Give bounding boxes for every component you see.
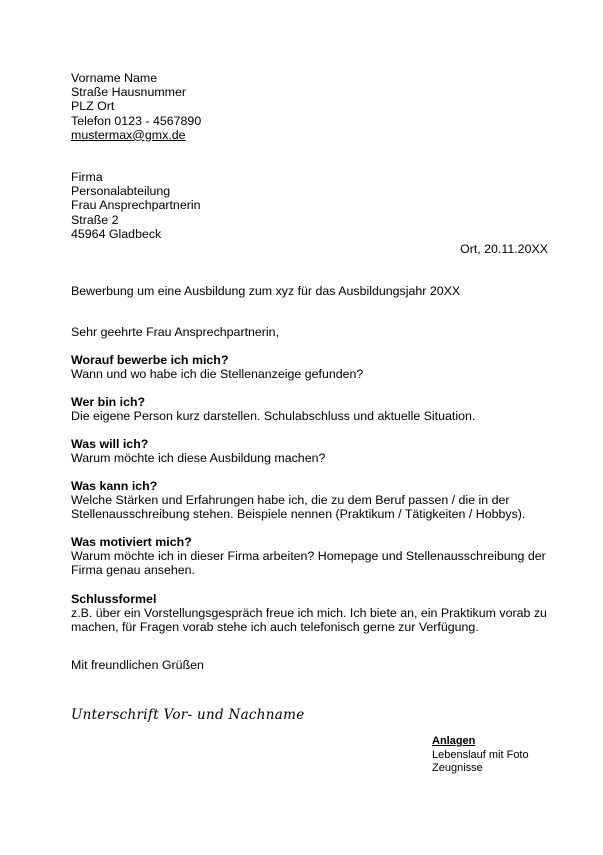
section-was-motiviert-mich: [71, 535, 561, 578]
sender-phone: Telefon 0123 - 4567890: [71, 113, 202, 128]
salutation-text: Sehr geehrte Frau Ansprechpartnerin,: [71, 325, 280, 339]
section-line: Welche Stärken und Erfahrungen habe ich, die zu dem Beruf passen / die in der: [71, 493, 510, 508]
section-heading: Wer bin ich?: [71, 395, 146, 409]
section-heading: Worauf bewerbe ich mich?: [71, 353, 229, 367]
letter-closing: [71, 658, 561, 672]
recipient-address: [71, 170, 561, 241]
section-wer-bin-ich: [71, 395, 561, 423]
sender-address: [71, 71, 561, 142]
sender-name: Vorname Name: [71, 71, 158, 85]
letter-salutation: [71, 325, 561, 339]
letter-subject: [71, 284, 561, 298]
section-line: machen, für Fragen vorab stehe ich auch telefonisch gerne zur Verfügung.: [71, 620, 479, 635]
section-line: Stellenausschreibung stehen. Beispiele nennen (Praktikum / Tätigkeiten / Hobbys).: [71, 507, 526, 522]
attachments-title: Anlagen: [432, 735, 476, 747]
section-line: Wann und wo habe ich die Stellenanzeige gefunden?: [71, 367, 364, 382]
sender-email-link[interactable]: mustermax@gmx.de: [71, 127, 186, 142]
section-line: Firma genau ansehen.: [71, 563, 195, 578]
section-heading: Was motiviert mich?: [71, 535, 192, 549]
recipient-department: Personalabteilung: [71, 184, 171, 199]
section-line: Warum möchte ich diese Ausbildung machen?: [71, 451, 326, 466]
section-was-will-ich: [71, 437, 561, 465]
sender-street: Straße Hausnummer: [71, 85, 186, 100]
section-heading: Schlussformel: [71, 592, 157, 606]
recipient-company: Firma: [71, 170, 103, 184]
recipient-contact: Frau Ansprechpartnerin: [71, 198, 201, 213]
subject-text: Bewerbung um eine Ausbildung zum xyz für das Ausbildungsjahr 20XX: [71, 284, 461, 298]
letter-date: Ort, 20.11.20XX: [460, 242, 548, 256]
section-line: Warum möchte ich in dieser Firma arbeiten? Homepage und Stellenausschreibung der: [71, 549, 546, 564]
attachment-item: Lebenslauf mit Foto: [432, 748, 529, 761]
recipient-street: Straße 2: [71, 212, 119, 227]
recipient-city: 45964 Gladbeck: [71, 226, 162, 241]
section-line: z.B. über ein Vorstellungsgespräch freue ich mich. Ich biete an, ein Praktikum vorab zu: [71, 606, 547, 621]
section-heading: Was will ich?: [71, 437, 149, 451]
section-schlussformel: [71, 592, 561, 635]
attachment-item: Zeugnisse: [432, 762, 483, 775]
section-was-kann-ich: [71, 479, 561, 522]
closing-text: Mit freundlichen Grüßen: [71, 658, 204, 672]
sender-city: PLZ Ort: [71, 99, 115, 114]
signature: Unterschrift Vor- und Nachname: [71, 707, 305, 723]
section-worauf: [71, 353, 561, 381]
section-heading: Was kann ich?: [71, 479, 158, 493]
attachments-block: [432, 735, 529, 776]
section-line: Die eigene Person kurz darstellen. Schulabschluss und aktuelle Situation.: [71, 409, 476, 424]
